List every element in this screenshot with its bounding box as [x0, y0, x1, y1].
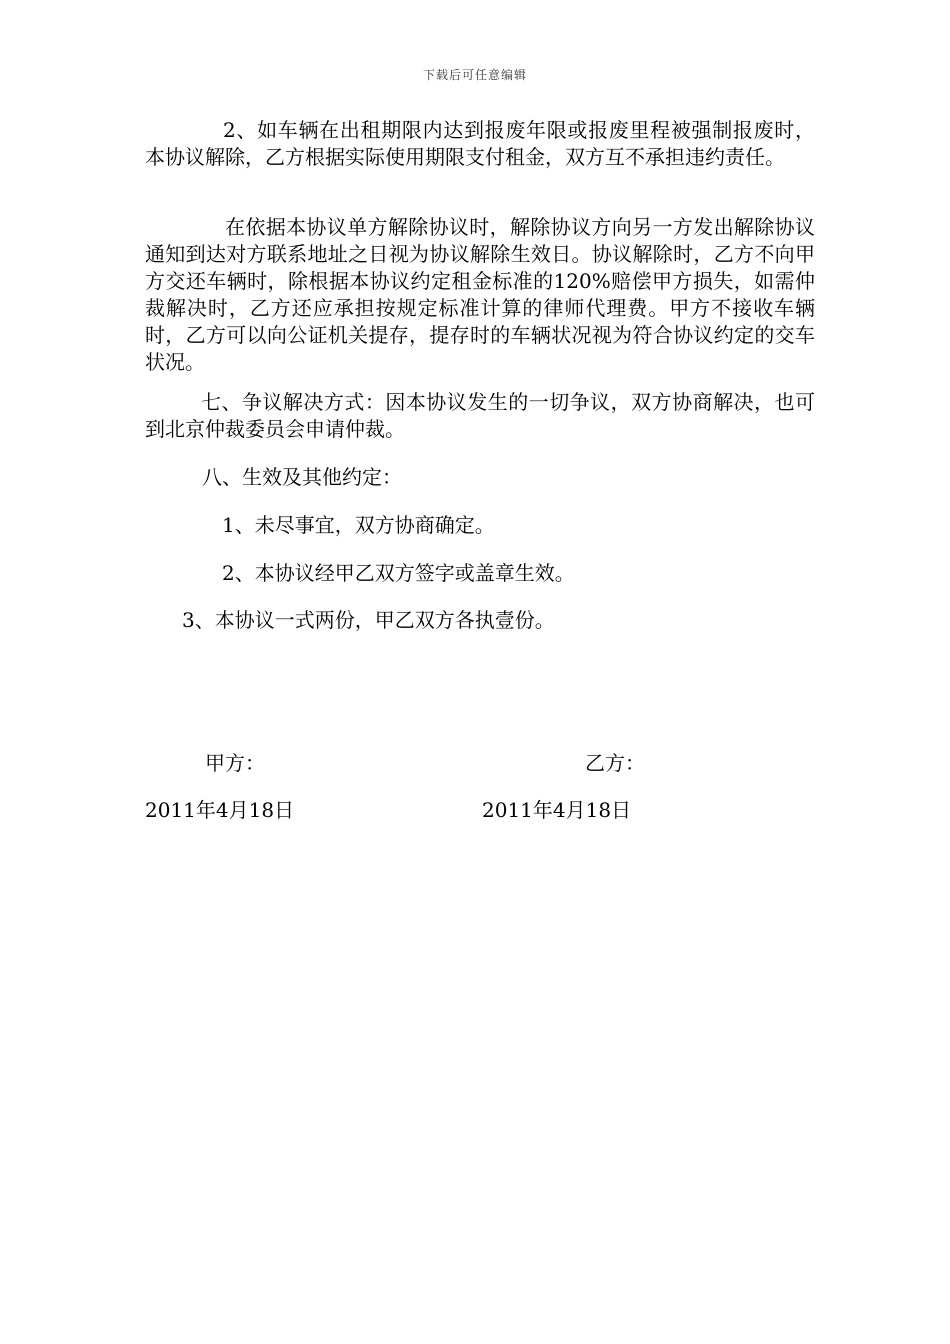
section-8-item-2: 2、本协议经甲乙双方签字或盖章生效。 — [222, 561, 575, 585]
section-7-dispute-resolution: 七、争议解决方式：因本协议发生的一切争议，双方协商解决，也可到北京仲裁委员会申请仲裁。 — [145, 390, 815, 441]
party-a-label: 甲方： — [205, 751, 265, 775]
section-8-item-1: 1、未尽事宜，双方协商确定。 — [222, 513, 495, 537]
party-b-label: 乙方： — [585, 751, 645, 775]
clause-2-scrap-termination: 2、如车辆在出租期限内达到报废年限或报废里程被强制报废时，本协议解除，乙方根据实际使用期限支付租金，双方互不承担违约责任。 — [145, 118, 815, 169]
party-b-date: 2011年4月18日 — [482, 798, 632, 822]
party-a-date: 2011年4月18日 — [145, 798, 295, 822]
section-8-item-3: 3、本协议一式两份，甲乙双方各执壹份。 — [182, 608, 555, 632]
clause-unilateral-termination: 在依据本协议单方解除协议时，解除协议方向另一方发出解除协议通知到达对方联系地址之日视为协议解除生效日。协议解除时，乙方不向甲方交还车辆时，除根据本协议约定租金标准的120%赔偿甲方损失，如需仲裁解决时，乙方还应承担按规定标准计算的律师代理费。甲方不接收车辆时，乙方可以向公证机关提存，提存时的车辆状况视为符合协议约定的交车状况。 — [145, 215, 815, 374]
section-8-title: 八、生效及其他约定： — [202, 465, 402, 489]
page-header: 下载后可任意编辑 — [422, 68, 527, 82]
